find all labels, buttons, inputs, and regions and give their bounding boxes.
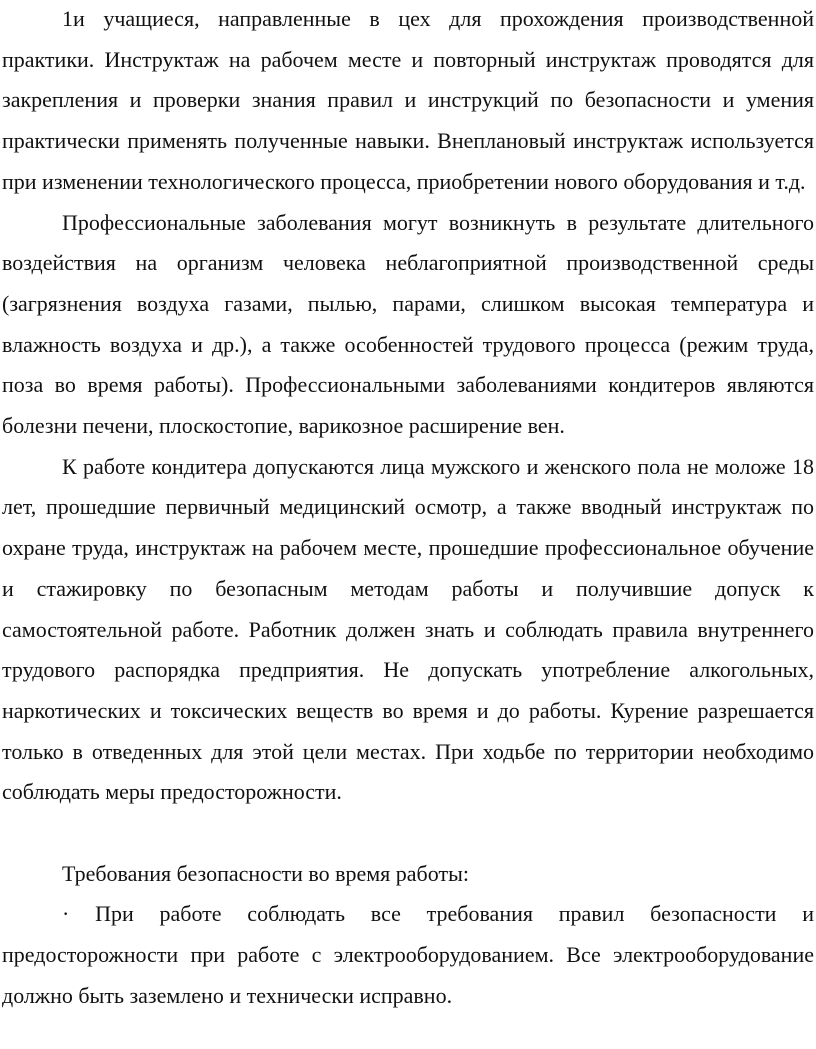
blank-line [2,813,814,854]
document-page [2,0,814,1017]
paragraph-occupational-diseases: Профессиональные заболевания могут возникнуть в результате длительного воздействия на организм человека неблагоприятной производственной среды (загрязнения воздуха газами, пылью, парами, слишком высокая температура и влажность воздуха и др.), а также особенностей трудового процесса (режим труда, поза во время работы). Профессиональными заболеваниями кондитеров являются болезни печени, плоскостопие, варикозное расширение вен. [2,209,814,439]
paragraph-admission-requirements: К работе кондитера допускаются лица мужского и женского пола не моложе 18 лет, прошедшие первичный медицинский осмотр, а также вводный инструктаж по охране труда, инструктаж на рабочем месте, прошедшие профессиональное обучение и стажировку по безопасным методам работы и получившие допуск к самостоятельной работе. Работник должен знать и соблюдать правила внутреннего трудового распорядка предприятия. Не допускать употребление алкогольных, наркотических и токсических веществ во время и до работы. Курение разрешается только в отведенных для этой цели местах. При ходьбе по территории необходимо соблюдать меры предосторожности. [2,453,814,805]
paragraph-briefing: 1и учащиеся, направленные в цех для прохождения производственной практики. Инструктаж на рабочем месте и повторный инструктаж проводятся для закрепления и проверки знания правил и инструкций по безопасности и умения практически применять полученные навыки. Внеплановый инструктаж используется при изменении технологического процесса, приобретении нового оборудования и т.д. [2,6,814,194]
bullet-paragraph: · При работе соблюдать все требования правил безопасности и предосторожности при работе с электрооборудованием. Все электрооборудование должно быть заземлено и технически исправно. [2,901,814,1008]
section-heading: Требования безопасности во время работы: [62,860,469,886]
